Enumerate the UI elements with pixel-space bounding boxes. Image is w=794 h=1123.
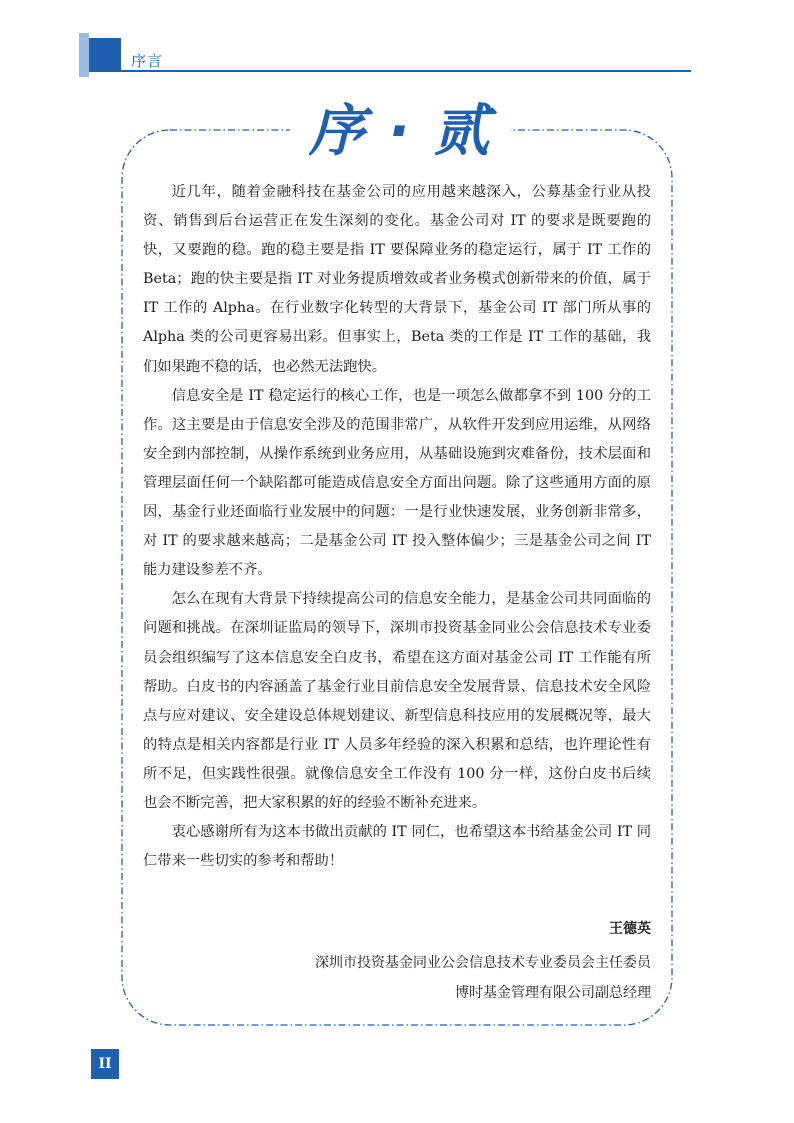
signature-name: 王德英 [609, 921, 651, 937]
signature-position: 深圳市投资基金同业公会信息技术专业委员会主任委员 [315, 955, 651, 971]
paragraph: 怎么在现有大背景下持续提高公司的信息安全能力，是基金公司共同面临的问题和挑战。在深圳证监局的领导下，深圳市投资基金同业公会信息技术专业委员会组织编写了这本信息安全白皮书，希望在这方面对基金公司 IT 工作能有所帮助。白皮书的内容涵盖了基金行业目前信息安全发展背景、信息技术安全风险点与应对建议、安全建设总体规划建议、新型信息科技应用的发展概况等，最大的特点是相关内容都是行业 IT 人员多年经验的深入积累和总结，也许理论性有所不足，但实践性很强。就像信息安全工作没有 100 分一样，这份白皮书后续也会不断完善，把大家积累的好的经验不断补充进来。 [143, 591, 651, 811]
page-number: II [91, 1049, 119, 1079]
paragraph: 信息安全是 IT 稳定运行的核心工作，也是一项怎么做都拿不到 100 分的工作。这主要是由于信息安全涉及的范围非常广，从软件开发到应用运维，从网络安全到内部控制，从操作系统到业务应用，从基础设施到灾难备份，技术层面和管理层面任何一个缺陷都可能造成信息安全方面出问题。除了这些通用方面的原因，基金行业还面临行业发展中的问题：一是行业快速发展，业务创新非常多，对 IT 的要求越来越高；二是基金公司 IT 投入整体偏少；三是基金公司之间 IT 能力建设参差不齐。 [143, 387, 651, 579]
signature-company: 博时基金管理有限公司副总经理 [455, 985, 651, 1001]
paragraph: 近几年，随着金融科技在基金公司的应用越来越深入，公募基金行业从投资、销售到后台运营正在发生深刻的变化。基金公司对 IT 的要求是既要跑的快，又要跑的稳。跑的稳主要是指 IT 要保障业务的稳定运行，属于 IT 工作的 Beta；跑的快主要是指 IT 对业务提质增效或者业务模式创新带来的价值，属于 IT 工作的 Alpha。在行业数字化转型的大背景下，基金公司 IT 部门所从事的 Alpha 类的公司更容易出彩。但事实上，Beta 类的工作是 IT 工作的基础，我们如果跑不稳的话，也必然无法跑快。 [143, 184, 651, 375]
page-title: 序 · 贰 [290, 92, 510, 172]
signature-block [315, 918, 651, 1008]
paragraph: 衷心感谢所有为这本书做出贡献的 IT 同仁，也希望这本书给基金公司 IT 同仁带来一些切实的参考和帮助！ [143, 824, 651, 870]
preface-body [143, 178, 651, 876]
section-label: 序言 [131, 52, 164, 70]
